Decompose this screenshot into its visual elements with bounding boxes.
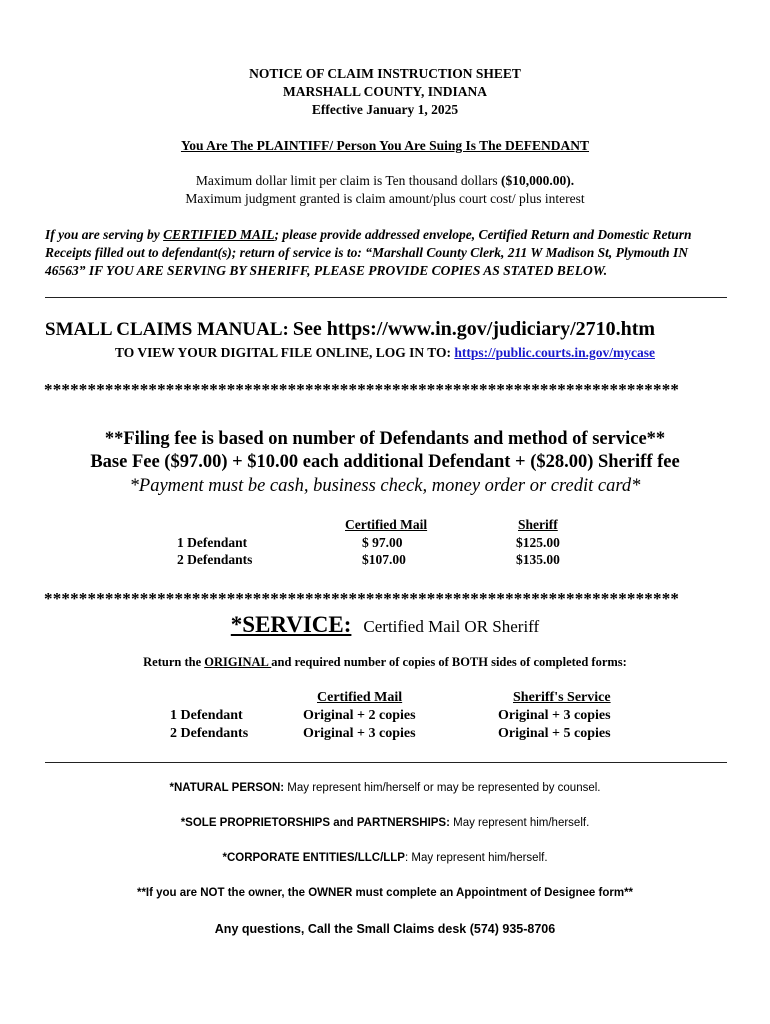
fee-col-sheriff: Sheriff <box>518 517 558 532</box>
natural-person-label: *NATURAL PERSON: <box>169 782 285 794</box>
note-text-1: If you are serving by <box>45 227 164 242</box>
fee-cell-sheriff: $125.00 <box>516 535 560 550</box>
header-county: MARSHALL COUNTY, INDIANA <box>283 84 487 99</box>
judgment-line: Maximum judgment granted is claim amount/plus court cost/ plus interest <box>185 191 585 206</box>
fee-row-label: 2 Defendants <box>177 552 253 567</box>
sole-proprietorship-note <box>0 817 770 829</box>
star-separator: ************************************************************************* <box>44 380 680 399</box>
natural-person-text: May represent him/herself or may be represented by counsel. <box>284 782 601 794</box>
questions-line: Any questions, Call the Small Claims desk (574) 935-8706 <box>214 922 556 936</box>
fee-col-certified: Certified Mail <box>345 517 428 532</box>
role-line-text: You Are The PLAINTIFF/ Person You Are Suing Is The DEFENDANT <box>180 138 590 153</box>
manual-url: See https://www.in.gov/judiciary/2710.htm <box>292 318 656 340</box>
service-cell-certified: Original + 3 copies <box>303 726 416 741</box>
manual-line <box>45 318 745 341</box>
service-cell-sheriff: Original + 3 copies <box>498 708 611 723</box>
payment-methods: *Payment must be cash, business check, money order or credit card* <box>129 476 641 496</box>
service-row-label: 1 Defendant <box>170 708 243 723</box>
service-cell-sheriff: Original + 5 copies <box>498 726 611 741</box>
manual-label: SMALL CLAIMS MANUAL: <box>45 319 289 340</box>
claim-limits <box>0 172 770 208</box>
fee-row-label: 1 Defendant <box>177 535 248 550</box>
sole-proprietorship-text: May represent him/herself. <box>449 817 590 829</box>
service-cell-certified: Original + 2 copies <box>303 708 416 723</box>
return-text-2: and required number of copies of BOTH sides of completed forms: <box>271 655 627 669</box>
divider-line <box>45 762 727 763</box>
return-original: ORIGINAL <box>204 655 272 669</box>
corporate-text: : May represent him/herself. <box>404 852 548 864</box>
service-title: *SERVICE: <box>230 612 352 637</box>
divider-line <box>45 297 727 298</box>
fee-formula: Base Fee ($97.00) + $10.00 each additional Defendant + ($28.00) Sheriff fee <box>90 452 680 472</box>
sole-proprietorship-label: *SOLE PROPRIETORSHIPS and PARTNERSHIPS: <box>180 817 450 829</box>
certified-mail-note <box>45 226 730 280</box>
role-line <box>0 138 770 154</box>
service-subtitle: Certified Mail OR Sheriff <box>363 617 540 636</box>
service-heading <box>0 612 770 638</box>
digital-file-line <box>0 345 770 361</box>
limit-line <box>0 172 770 190</box>
note-text-2: ; please provide addressed envelope, Certified Return and Domestic Return Receipts filled out to defendant(s); return of service is to: “Marshall County Clerk, 211 W Madison St, Plymouth IN 46563” IF YOU ARE SERVING BY SHERIFF, PLEASE PROVIDE COPIES AS STATED BELOW. <box>45 227 692 278</box>
digital-file-text: TO VIEW YOUR DIGITAL FILE ONLINE, LOG IN TO: <box>115 345 455 360</box>
header-title: NOTICE OF CLAIM INSTRUCTION SHEET <box>249 66 521 81</box>
mycase-link[interactable]: https://public.courts.in.gov/mycase <box>454 345 655 360</box>
fee-cell-sheriff: $135.00 <box>516 552 560 567</box>
fee-cell-certified: $ 97.00 <box>362 535 403 550</box>
document-header <box>0 65 770 119</box>
return-text-1: Return the <box>143 655 205 669</box>
natural-person-note <box>0 782 770 794</box>
star-separator: ************************************************************************* <box>44 589 680 608</box>
service-col-certified: Certified Mail <box>317 690 403 705</box>
note-emphasis: CERTIFIED MAIL <box>163 227 275 242</box>
corporate-note <box>0 852 770 864</box>
service-col-sheriff: Sheriff's Service <box>513 690 611 705</box>
fee-basis: **Filing fee is based on number of Defendants and method of service** <box>104 429 666 449</box>
service-row-label: 2 Defendants <box>170 726 249 741</box>
return-instructions <box>0 655 770 670</box>
fee-cell-certified: $107.00 <box>362 552 406 567</box>
corporate-label: *CORPORATE ENTITIES/LLC/LLP <box>222 852 405 864</box>
owner-note: **If you are NOT the owner, the OWNER must complete an Appointment of Designee form** <box>136 887 634 899</box>
limit-amount: ($10,000.00). <box>501 173 575 188</box>
header-effective-date: Effective January 1, 2025 <box>311 102 459 117</box>
fees-section <box>0 428 770 474</box>
limit-text: Maximum dollar limit per claim is Ten thousand dollars <box>195 173 501 188</box>
